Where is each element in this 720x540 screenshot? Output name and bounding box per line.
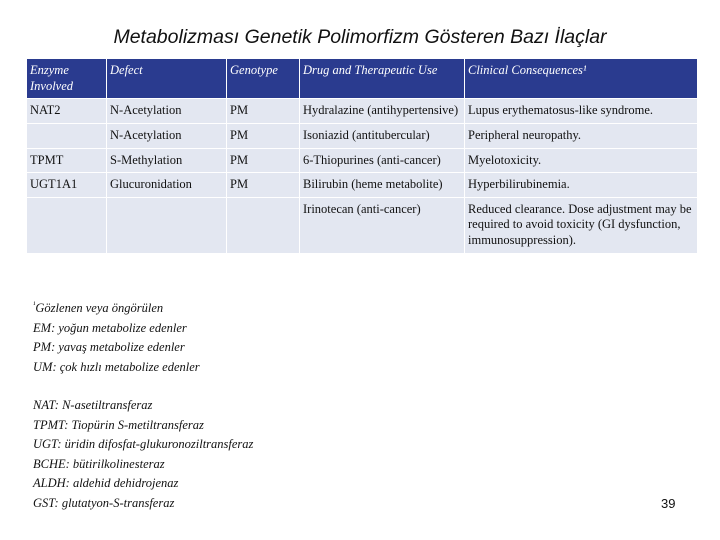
abbreviation-term: GST xyxy=(33,495,55,510)
cell-enzyme: UGT1A1 xyxy=(27,173,107,198)
footnote-text: : çok hızlı metabolize edenler xyxy=(52,359,200,374)
abbreviation-term: NAT xyxy=(33,398,55,412)
footnote-term: UM xyxy=(33,359,53,374)
cell-defect: Glucuronidation xyxy=(107,173,227,198)
drug-metabolism-table xyxy=(26,58,698,254)
abbreviation-line xyxy=(33,435,253,455)
cell-enzyme xyxy=(27,123,107,148)
table-row xyxy=(27,99,698,124)
cell-consequence: Hyperbilirubinemia. xyxy=(465,173,698,198)
cell-defect: S-Methylation xyxy=(107,148,227,173)
footnote-term: EM xyxy=(33,320,52,335)
cell-enzyme: TPMT xyxy=(27,148,107,173)
cell-enzyme: NAT2 xyxy=(27,99,107,124)
abbreviation-text: : bütirilkolinesteraz xyxy=(65,456,165,471)
cell-genotype: PM xyxy=(227,148,300,173)
footnote-term: PM xyxy=(33,340,52,355)
footnote-line xyxy=(33,338,200,358)
cell-drug: Irinotecan (anti-cancer) xyxy=(300,197,465,253)
footnote-text: : yoğun metabolize edenler xyxy=(51,320,187,335)
table-row xyxy=(27,123,698,148)
header-consequences: Clinical Consequences¹ xyxy=(465,59,698,99)
page-number: 39 xyxy=(661,496,676,511)
abbreviation-term: UGT xyxy=(33,437,58,451)
cell-defect: N-Acetylation xyxy=(107,99,227,124)
cell-enzyme xyxy=(27,197,107,253)
abbreviation-text: : Tiopürin S-metiltransferaz xyxy=(64,417,204,432)
abbreviation-term: TPMT xyxy=(33,417,65,432)
cell-genotype: PM xyxy=(227,173,300,198)
cell-genotype xyxy=(227,197,300,253)
footnote-line xyxy=(33,358,200,378)
footnote-term: ¹ xyxy=(33,300,36,309)
cell-genotype: PM xyxy=(227,123,300,148)
abbreviation-line xyxy=(33,474,253,494)
footnote-text: Gözlenen veya öngörülen xyxy=(35,301,164,316)
header-genotype: Genotype xyxy=(227,59,300,99)
footnote-line xyxy=(33,319,200,339)
header-defect: Defect xyxy=(107,59,227,99)
cell-genotype: PM xyxy=(227,99,300,124)
abbreviation-line xyxy=(33,455,253,475)
footnote-text: : yavaş metabolize edenler xyxy=(51,340,185,355)
abbreviation-term: BCHE xyxy=(33,456,66,471)
cell-drug: 6-Thiopurines (anti-cancer) xyxy=(300,148,465,173)
cell-consequence: Reduced clearance. Dose adjustment may be required to avoid toxicity (GI dysfunction, immunosuppression). xyxy=(465,197,698,253)
abbreviation-line xyxy=(33,416,253,436)
abbreviation-line xyxy=(33,396,253,416)
cell-consequence: Lupus erythematosus-like syndrome. xyxy=(465,99,698,124)
cell-defect: N-Acetylation xyxy=(107,123,227,148)
footnote-line xyxy=(33,295,200,319)
abbreviation-text: : aldehid dehidrojenaz xyxy=(65,476,179,490)
cell-consequence: Peripheral neuropathy. xyxy=(465,123,698,148)
table-row xyxy=(27,173,698,198)
abbreviation-text: : N-asetiltransferaz xyxy=(54,398,153,412)
cell-defect xyxy=(107,197,227,253)
header-drug: Drug and Therapeutic Use xyxy=(300,59,465,99)
abbreviation-line xyxy=(33,494,253,514)
cell-consequence: Myelotoxicity. xyxy=(465,148,698,173)
page-title: Metabolizması Genetik Polimorfizm Gösteren Bazı İlaçlar xyxy=(113,26,607,48)
footnotes xyxy=(33,295,200,377)
cell-drug: Bilirubin (heme metabolite) xyxy=(300,173,465,198)
abbreviation-text: : glutatyon-S-transferaz xyxy=(54,495,175,510)
abbreviation-text: : üridin difosfat-glukuronoziltransferaz xyxy=(57,437,254,451)
table-row xyxy=(27,197,698,253)
abbreviation-term: ALDH xyxy=(33,476,66,490)
header-enzyme: Enzyme Involved xyxy=(27,59,107,99)
abbreviation-list xyxy=(33,396,253,513)
table-header-row xyxy=(27,59,698,99)
table-row xyxy=(27,148,698,173)
cell-drug: Isoniazid (antitubercular) xyxy=(300,123,465,148)
cell-drug: Hydralazine (antihypertensive) xyxy=(300,99,465,124)
